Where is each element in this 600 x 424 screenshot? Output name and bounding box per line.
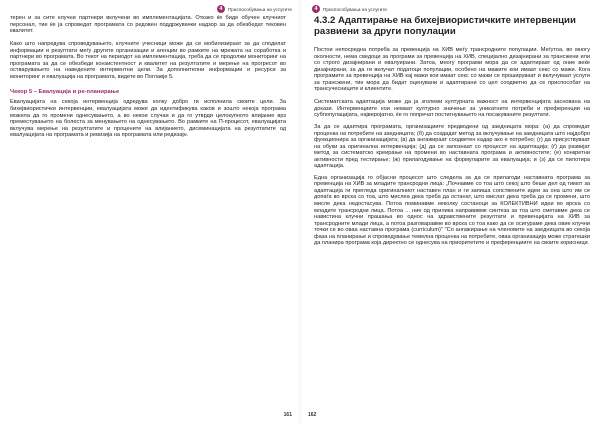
running-header-text: Приспособувања на услугите [227,6,292,12]
paragraph: Постои непосредна потреба за превенција на ХИВ меѓу трансродните популации. Меѓутоа, во многу околности, нема сведоци за програми за превенција на ХИВ, специјално дизајнирани за трансжени или со строго дизајнирани и евалуирани. Затоа, многу програми мора да се адаптираат од оние веќе дизајнирани, за да ги вклучат податоци популации, особено на мажите кои имаат секс со мажи. Кога програмите за превенција на ХИВ кај мажи кои имаат секс со мажи се прошируваат и вклучуваат услуги за трансжени, тие мора да бидат оценувани и адаптирани со цел соодветно да се приспособат на трансучесниците и клиентите. [314,47,590,93]
step-heading: Чекор 5 – Евалуација и ре-планирање [10,89,120,96]
running-header-text: Приспособувања на услугите [323,6,388,12]
right-text-column [314,15,590,252]
paragraph: Систематската адаптација може да ја зголеми културната важност на интервенцијата заснована на докази. Интервенциите кои немаат културно значење за уникатните потреби и преференции на субпопулацијата, најверојатно, ќе го попречат постигнувањето на посакуваните резултати. [314,99,590,119]
left-page [0,0,298,424]
paragraph: терен и за сите клучни партнери вклучени во имплементацијата. Откако ќе биде обучен клучниот персонал, тие ќе ја спроведат програмата со редовен поддржувачки надзор за да обезбедат тековен квалитет. [10,15,286,35]
paragraph: Евалуацијата на секоја интервенција одредува колку добро ги исполнила своите цели. За бихејвиористички интервенции, евалуацијата може да идентификува каков и зошто некоја програма можела да го промени однесувањето, а во некои случаи и да го утврди целокупното влијание врз преместувањето на болеста за менувањето на однесувањето. Во рамките на П-процесот, евалуацијата вклучува мерење на резултатите и процените на влијанието, дисеминацијата на резултатите од евалуацијата на програмата и ревизија на програмата или редизајн. [10,99,286,139]
chapter-badge: 4 [312,5,320,13]
paragraph: За да се адаптира програмата, организациите предводени од заедницата мора: (а) да спроведат проценка на потребите на заедницата; (б) да создадат метод за вклучување на заедницата што најдобро функционира за организацијата; (в) да ангажираат соодветен кадар ако е потребно; (г) да присуствуваат на обуки за оригинална интервенција; (д) да се запознаат со процесот на адаптација; (ѓ) да развијат метод за систематско креирање на промени во наставната програма и активностите; (е) конкретни активности пред тестирање; (ж) прилагодување на формуларите за евалуација; и (з) да се пилотира адаптација. [314,123,590,170]
left-running-header [217,5,292,13]
paragraph: Како што напредува спроведувањето, клучните учесници може да се мобилизираат за да споделат информации и резултати меѓу другите организации и агенции во рамките на мрежата на соработка и партнери во програмата. Во текот на периодот на имплементација, треба да се продолжи мониторинг на програмата за да се обезбеди конзистентност и квалитет на резултатите и мерење на прогресот во остварувањето на наведените интервентни цели. За дополнителни информации и ресурси за мониторинг и евалуација на програмата, видете во Поглавје 5. [10,41,286,80]
paragraph: Една организација го објасни процесот што следела за да се прилагоди наставната програма за превенција на ХИВ за младите трансродни лица: „Почнавме со тоа што секој што беше дел од тимот за адаптација ги прегледа оригиналниот наставен план и ги запиша сопствените идеи за она што им се допаѓа во врска со тоа, што мислеа дека треба да останат, што мислат дека треба да се промени, што мисле дека недостасува. Потоа поминавме неколку состаноци за КОЛЕКТИВНИ идеи во врска со младите трансродни лица. Потоа ... ние од приликa направивме синтеза за тоа што сметавме дека се навистина клучни прашања во однос на здравствените резултати и превенцијата на ХИВ за трансродните млади лица, а потоа разговаравме во врска со тоа како да се осигураме дека овие клучни точки се во оваа наставна програма (curriculum)" "Со ангажирање на членовите на заедницата во секоја фаза на планирање и спроведување темелна проценка на потребите, оваа организација може стратешки да планира програма која директно се однесува на приоритетите и преференциите на своите корисници. [314,174,590,247]
section-title: 4.3.2 Адаптирање на бихејвиористичките интервенции развиени за други популации [314,15,576,37]
page-number: 161 [283,412,292,418]
left-text-column [10,15,286,145]
chapter-badge: 4 [217,5,225,13]
right-running-header [312,5,387,13]
page-number: 162 [308,412,317,418]
right-page [302,0,600,424]
